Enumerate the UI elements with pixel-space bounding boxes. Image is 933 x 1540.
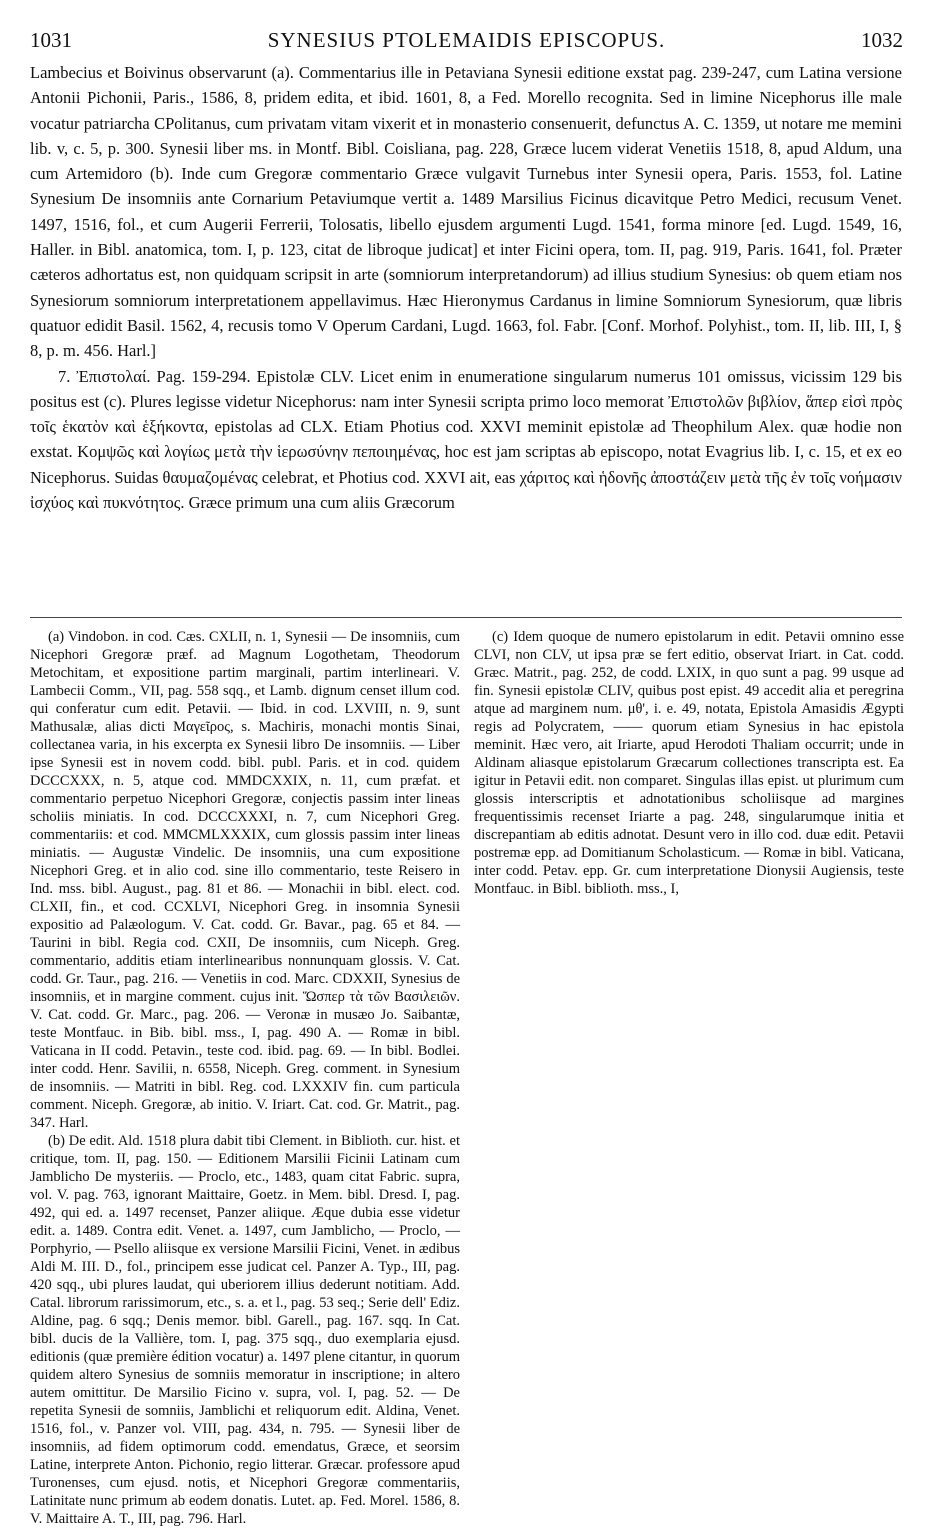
running-header	[30, 28, 903, 58]
footnotes-left-column	[30, 628, 460, 1528]
footnote-a: (a) Vindobon. in cod. Cæs. CXLII, n. 1, Synesii — De insomniis, cum Nicephori Gregoræ præf. ad Magnum Logothetam, Theodorum Metochitam, et expositione partim marginali, partim interlineari. V. Lambecii Comm., VII, pag. 558 sqq., et Lamb. dignum censet illum cod. qui conferatur cum edit. Petavii. — Ibid. in cod. LXVIII, n. 9, sunt Mathusalæ, alias dicti Μαγεῖρος, s. Machiris, monachi montis Sinai, collectanea varia, in his excerpta ex Synesii libro De insomniis. — Liber ipse Synesii est in novem codd. bibl. publ. Paris. et in cod. quidem DCCCXXX, n. 5, atque cod. MMDCXXIX, n. 11, cum præfat. et commentario perpetuo Nicephori Gregoræ, conjectis passim inter lineas scholiis miniatis. In cod. DCCCXXXI, n. 7, cum Nicephori Greg. commentariis: et cod. MMCMLXXXIX, cum glossis passim inter lineas miniatis. — Augustæ Vindelic. De insomniis, una cum expositione Nicephori Greg. et in alio cod. sine illo commentario, teste Reisero in Ind. mss. bibl. August., pag. 81 et 86. — Monachii in bibl. elect. cod. CLXII, fin., et cod. CCXLVI, Nicephori Greg. in insomnia Synesii expositio ad Palæologum. V. Cat. codd. Gr. Bavar., pag. 65 et 84. — Taurini in bibl. Regia cod. CXII, De insomniis, cum Niceph. Greg. commentario, additis etiam interlinearibus nonnunquam glossis. V. Cat. codd. Gr. Taur., pag. 216. — Venetiis in cod. Marc. CDXXII, Synesius de insomniis, et in margine comment. cujus init. Ὥσπερ τὰ τῶν Βασιλειῶν. V. Cat. codd. Gr. Marc., pag. 206. — Veronæ in musæo Jo. Saibantæ, teste Montfauc. in Bib. bibl. mss., I, pag. 490 A. — Romæ in bibl. Vaticana in II codd. Petavin., teste cod. ibid. pag. 69. — In bibl. Bodlei. inter codd. Henr. Savilii, n. 6558, Niceph. Greg. comment. in Synesium de insomniis. — Matriti in bibl. Reg. cod. LXXXIV fin. cum particula comment. Niceph. Gregoræ, ab initio. V. Iriart. Cat. cod. Gr. Matrit., pag. 347. Harl.	[30, 629, 460, 1131]
main-text	[30, 60, 902, 515]
footnotes-right-column	[474, 628, 904, 898]
main-paragraph-2: 7. Ἐπιστολαί. Pag. 159-294. Epistolæ CLV. Licet enim in enumeratione singularum numerus 101 omissus, vicissim 129 bis positus est (c). Plures legisse videtur Nicephorus: nam inter Synesii scripta primo loco memorat Ἐπιστολῶν βιβλίον, ἅπερ εἰσὶ πρὸς τοῖς ἑκατὸν καὶ ἑξήκοντα, epistolas ad CLX. Etiam Photius cod. XXVI meminit epistolæ ad Theophilum Alex. quæ hodie non exstat. Κομψῶς καὶ λογίως μετὰ τὴν ἱερωσύνην πεποιημένας, hoc est jam scriptas ab episcopo, notat Evagrius lib. I, c. 15, et ex eo Nicephorus. Suidas θαυμαζομένας celebrat, et Photius cod. XXVI ait, eas χάριτος καὶ ἡδονῆς ἀποστάζειν μετὰ τῆς ἐν τοῖς νοήμασιν ἰσχύος καὶ πυκνότητος. Græce primum una cum aliis Græcorum	[30, 366, 902, 513]
page-number-left: 1031	[30, 28, 72, 52]
page-number-right: 1032	[861, 28, 903, 52]
main-paragraph-1: Lambecius et Boivinus observarunt (a). Commentarius ille in Petaviana Synesii editione exstat pag. 239-247, cum Latina versione Antonii Pichonii, Paris., 1586, 8, pridem edita, et ibid. 1601, 8, a Fed. Morello recognita. Sed in limine Nicephorus ille male vocatur patriarcha CPolitanus, cum privatam vitam vixerit et in monasterio consenuerit, defunctus A. C. 1359, ut notare me memini lib. v, c. 5, p. 300. Synesii liber ms. in Montf. Bibl. Coisliana, pag. 228, Græce lucem viderat Venetiis 1518, 8, apud Aldum, una cum Artemidoro (b). Inde cum Gregoræ commentario Græce vulgavit Turnebus inter Synesii opera, Paris. 1553, fol. Latine Synesium De insomniis ante Cornarium Petaviumque vertit a. 1489 Marsilius Ficinus dicavitque Petro Medici, recusum Venet. 1497, 1516, fol., et cum Augerii Ferrerii, Tolosatis, libello ejusdem argumenti Lugd. 1541, forma minore [ed. Lugd. 1549, 16, Haller. in Bibl. anatomica, tom. I, p. 123, citat de libroque judicat] et inter Ficini opera, tom. II, pag. 919, Paris. 1641, fol. Præter cæteros adhortatus est, non quidquam scripsit in arte (somniorum interpretandorum) ad illius studium Synesius: ob quem etiam nos Synesiorum somniorum interpretationem appellavimus. Hæc Hieronymus Cardanus in limine Somniorum Synesiorum, quæ libris quatuor edidit Basil. 1562, 4, recusis tomo V Operum Cardani, Lugd. 1663, fol. Fabr. [Conf. Morhof. Polyhist., tom. II, lib. III, I, § 8, p. m. 456. Harl.]	[30, 63, 902, 361]
footnote-b: (b) De edit. Ald. 1518 plura dabit tibi Clement. in Biblioth. cur. hist. et critique, tom. II, pag. 150. — Editionem Marsilii Ficinii Latinam cum Jamblicho De mysteriis. — Proclo, etc., 1483, quam citat Fabric. supra, vol. V. pag. 763, ignorant Maittaire, Goetz. in Mem. bibl. Dresd. I, pag. 492, qui ed. a. 1497 recenset, Panzer aliique. Æque dubia esse videtur edit. a. 1489. Contra edit. Venet. a. 1497, cum Jamblicho, — Proclo, — Porphyrio, — Psello aliisque ex versione Marsilii Ficini, Venet. in ædibus Aldi M. III. D., fol., principem esse judicat cel. Panzer A. Typ., III, pag. 420 sqq., ubi plures laudat, qui uberiorem illius dederunt notitiam. Add. Catal. librorum rarissimorum, etc., s. a. et l., pag. 53 seq.; Serie dell' Ediz. Aldine, pag. 6 sqq.; Denis memor. bibl. Garell., pag. 167. sqq. In Cat. bibl. ducis de la Vallière, tom. I, pag. 375 sqq., duo exemplaria ejusd. editionis (quæ première édition vocatur) a. 1497 plene citantur, in quorum quidem altero Synesius de somniis memoratur in inscriptione; in altero autem omittitur. De Marsilio Ficino v. supra, vol. I, pag. 52. — De repetita Synesii de somniis, Jamblichi et reliquorum edit. Aldina, Venet. 1516, fol., v. Panzer vol. VIII, pag. 434, n. 795. — Synesii liber de insomniis, ad fidem optimorum codd. emendatus, Græce, et seorsim Latine, interprete Anton. Pichonio, regio litterar. Græcar. professore apud Turonenses, cum ejusd. notis, et Nicephori Gregoræ commentariis, Latinitate nunc primum ab eodem donatis. Lutet. ap. Fed. Morel. 1586, 8. V. Maittaire A. T., III, pag. 796. Harl.	[30, 1133, 460, 1527]
footnote-c: (c) Idem quoque de numero epistolarum in edit. Petavii omnino esse CLVI, non CLV, ut ipsa præ se fert editio, observat Iriart. in Cat. codd. Græc. Matrit., pag. 252, de codd. LXIX, in quo sunt a pag. 99 usque ad fin. Synesii epistolæ CLIV, quibus post epist. 49 accedit alia et peregrina atque ad marginem num. μθ', i. e. 49, notata, Epistola Amasidis Ægypti regis ad Polycratem, —— quorum etiam Synesius in hac epistola meminit. Hæc vero, ait Iriarte, apud Herodoti Thaliam occurrit; unde in Aldinam aliasque epistolarum Græcarum collectiones transcripta est. Ea igitur in Petavii edit. non comparet. Singulas illas epist. ut plurimum cum glossis interscriptis et adnotationibus scholiisque ad margines frequentissimis recenset Iriarte a pag. 248, singularumque initia et discrepantiam ab editis adnotat. Desunt vero in illo cod. duæ edit. Petavii postremæ epp. ad Domitianum Scholasticum. — Romæ in bibl. Vaticana, inter codd. Petav. epp. Gr. cum interpretatione Dionysii Augiensis, teste Montfauc. in Bibl. biblioth. mss., I,	[474, 629, 904, 897]
running-title: SYNESIUS PTOLEMAIDIS EPISCOPUS.	[267, 28, 666, 52]
footnote-divider	[30, 617, 902, 618]
